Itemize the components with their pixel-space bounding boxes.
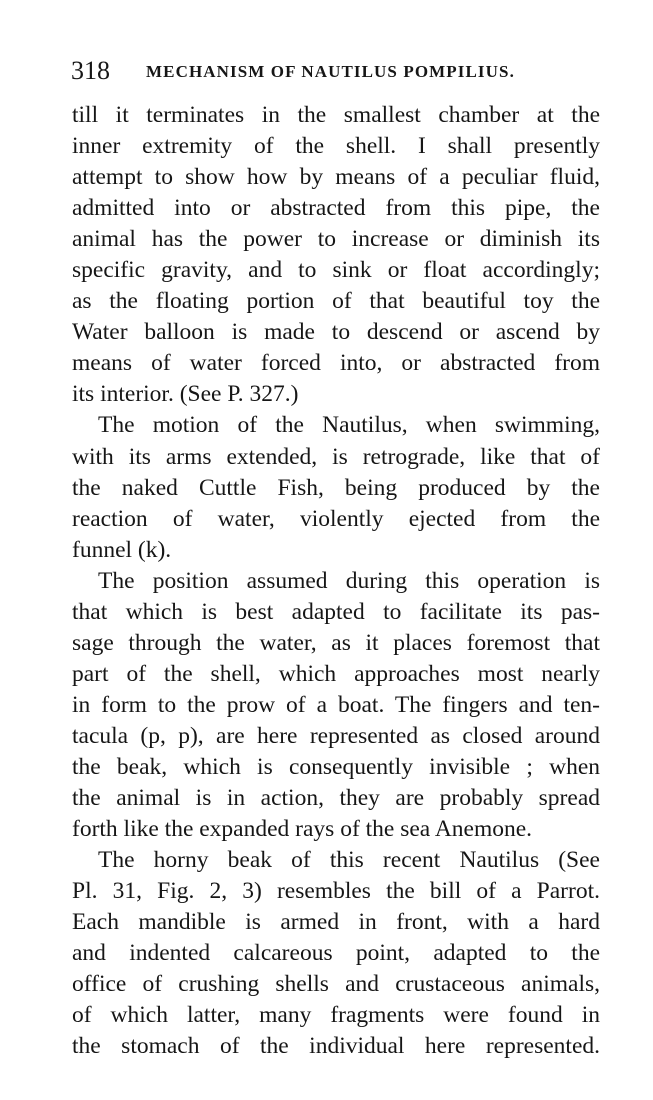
text-line: Water balloon is made to descend or ascend by <box>72 319 600 346</box>
text-line: its interior. (See P. 327.) <box>72 381 299 408</box>
text-line: inner extremity of the shell. I shall presently <box>72 133 600 160</box>
text-line: The position assumed during this operation is <box>98 567 600 594</box>
text-line: The horny beak of this recent Nautilus (See <box>98 847 600 874</box>
text-line: animal has the power to increase or diminish its <box>72 226 600 253</box>
paragraph-3 <box>72 566 600 845</box>
text-line: the stomach of the individual here represented. <box>72 1033 600 1060</box>
text-line: The motion of the Nautilus, when swimming, <box>98 412 600 439</box>
text-line: office of crushing shells and crustaceous animals, <box>72 971 600 998</box>
page-number: 318 <box>71 56 110 85</box>
text-line: as the floating portion of that beautiful toy the <box>72 288 600 315</box>
text-line: Pl. 31, Fig. 2, 3) resembles the bill of a Parrot. <box>72 878 600 905</box>
text-line: specific gravity, and to sink or float accordingly; <box>72 257 600 284</box>
text-line: funnel (k). <box>72 536 172 563</box>
text-line: means of water forced into, or abstracted from <box>72 350 600 377</box>
text-line: till it terminates in the smallest chamber at the <box>72 102 600 128</box>
text-line: sage through the water, as it places foremost that <box>72 629 600 656</box>
running-title: MECHANISM OF NAUTILUS POMPILIUS. <box>146 62 515 81</box>
text-line: the animal is in action, they are probably spread <box>72 785 600 812</box>
page-header <box>71 55 591 87</box>
paragraph-4 <box>72 845 600 1062</box>
text-line: the beak, which is consequently invisible ; when <box>72 753 600 780</box>
text-line: admitted into or abstracted from this pipe, the <box>72 195 600 222</box>
text-line: that which is best adapted to facilitate its pas- <box>72 598 600 625</box>
text-line: and indented calcareous point, adapted to the <box>72 940 600 967</box>
text-line: in form to the prow of a boat. The fingers and ten- <box>72 691 600 718</box>
paragraph-1 <box>72 100 600 410</box>
text-line: attempt to show how by means of a peculiar fluid, <box>72 164 600 191</box>
text-line: Each mandible is armed in front, with a hard <box>72 909 600 936</box>
text-line: of which latter, many fragments were found in <box>72 1002 600 1029</box>
text-line: forth like the expanded rays of the sea Anemone. <box>72 816 533 843</box>
paragraph-2 <box>72 410 600 565</box>
text-line: with its arms extended, is retrograde, like that of <box>72 443 600 470</box>
text-line: the naked Cuttle Fish, being produced by the <box>72 474 600 501</box>
text-line: part of the shell, which approaches most nearly <box>72 660 600 687</box>
text-line: reaction of water, violently ejected from the <box>72 505 600 532</box>
body-text <box>72 100 600 1062</box>
text-line: tacula (p, p), are here represented as closed around <box>72 722 600 749</box>
